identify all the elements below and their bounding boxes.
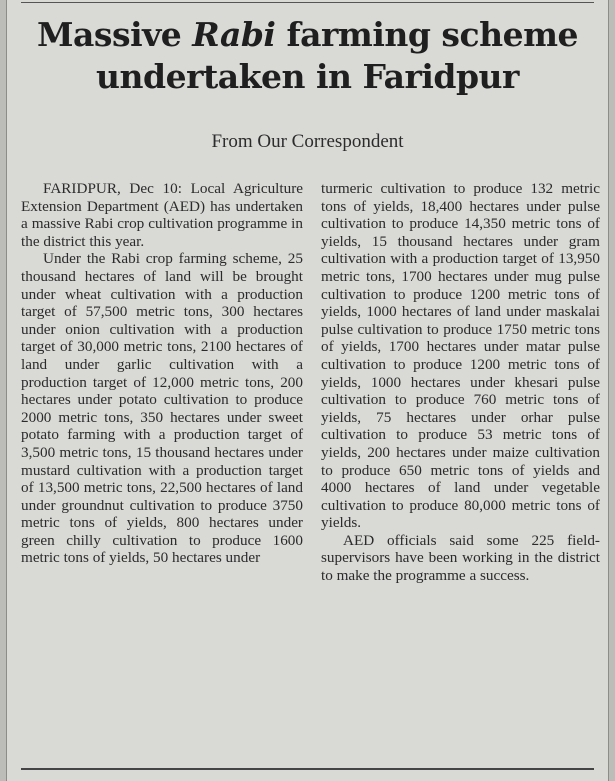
headline-line1-start: Massive xyxy=(37,15,193,54)
newspaper-clipping xyxy=(6,0,609,781)
paragraph-lead: FARIDPUR, Dec 10: Local Agriculture Extension Department (AED) has undertaken a massive Rabi crop cultivation programme in the district this year. xyxy=(21,180,303,250)
byline: From Our Correspondent xyxy=(211,131,404,152)
paragraph-closing: AED officials said some 225 field-supervisors have been working in the district to make the programme a success. xyxy=(321,531,600,585)
paragraph-crop-targets: Under the Rabi crop farming scheme, 25 thousand hectares of land will be brought under wheat cultivation with a production target of 57,500 metric tons, 300 hectares under onion cultivation with a production target of 30,000 metric tons, 2100 hectares of land under garlic cultivation with a production target of 12,000 metric tons, 200 hectares under potato cultivation to produce 2000 metric tons, 350 hectares under sweet potato farming with a production target of 3,500 metric tons, 15 thousand hectares under mustard cultivation with a production target of 13,500 metric tons, 22,500 hectares of land under groundnut cultivation to produce 3750 metric tons of yields, 800 hectares under green chilly cultivation to produce 1600 metric tons of yields, 50 hectares under xyxy=(21,250,303,567)
headline-line2: undertaken in Faridpur xyxy=(96,57,519,96)
headline-line1 xyxy=(37,15,578,54)
article-column-left xyxy=(21,180,303,567)
bottom-rule xyxy=(21,768,594,770)
headline xyxy=(7,14,608,98)
top-rule xyxy=(21,2,594,3)
headline-italic-word: Rabi xyxy=(192,15,276,54)
article-column-right xyxy=(321,180,600,585)
headline-line1-end: farming scheme xyxy=(275,15,578,54)
paragraph-crop-targets-continued: turmeric cultivation to produce 132 metric tons of yields, 18,400 hectares under pulse cultivation to produce 14,350 metric tons of yields, 15 thousand hectares under gram cultivation with a production target of 13,950 metric tons, 1700 hectares under mug pulse cultivation to produce 1200 metric tons of yields, 1000 hectares of land under maskalai pulse cultivation to produce 1750 metric tons of yields, 1700 hectares under matar pulse cultivation to produce 1200 metric tons of yields, 1000 hectares under khesari pulse cultivation to produce 760 metric tons of yields, 75 hectares under orhar pulse cultivation to produce 53 metric tons of yields, 200 hectares under maize cultivation to produce 650 metric tons of yields and 4000 hectares of land under vegetable cultivation to produce 80,000 metric tons of yields. xyxy=(321,180,600,532)
